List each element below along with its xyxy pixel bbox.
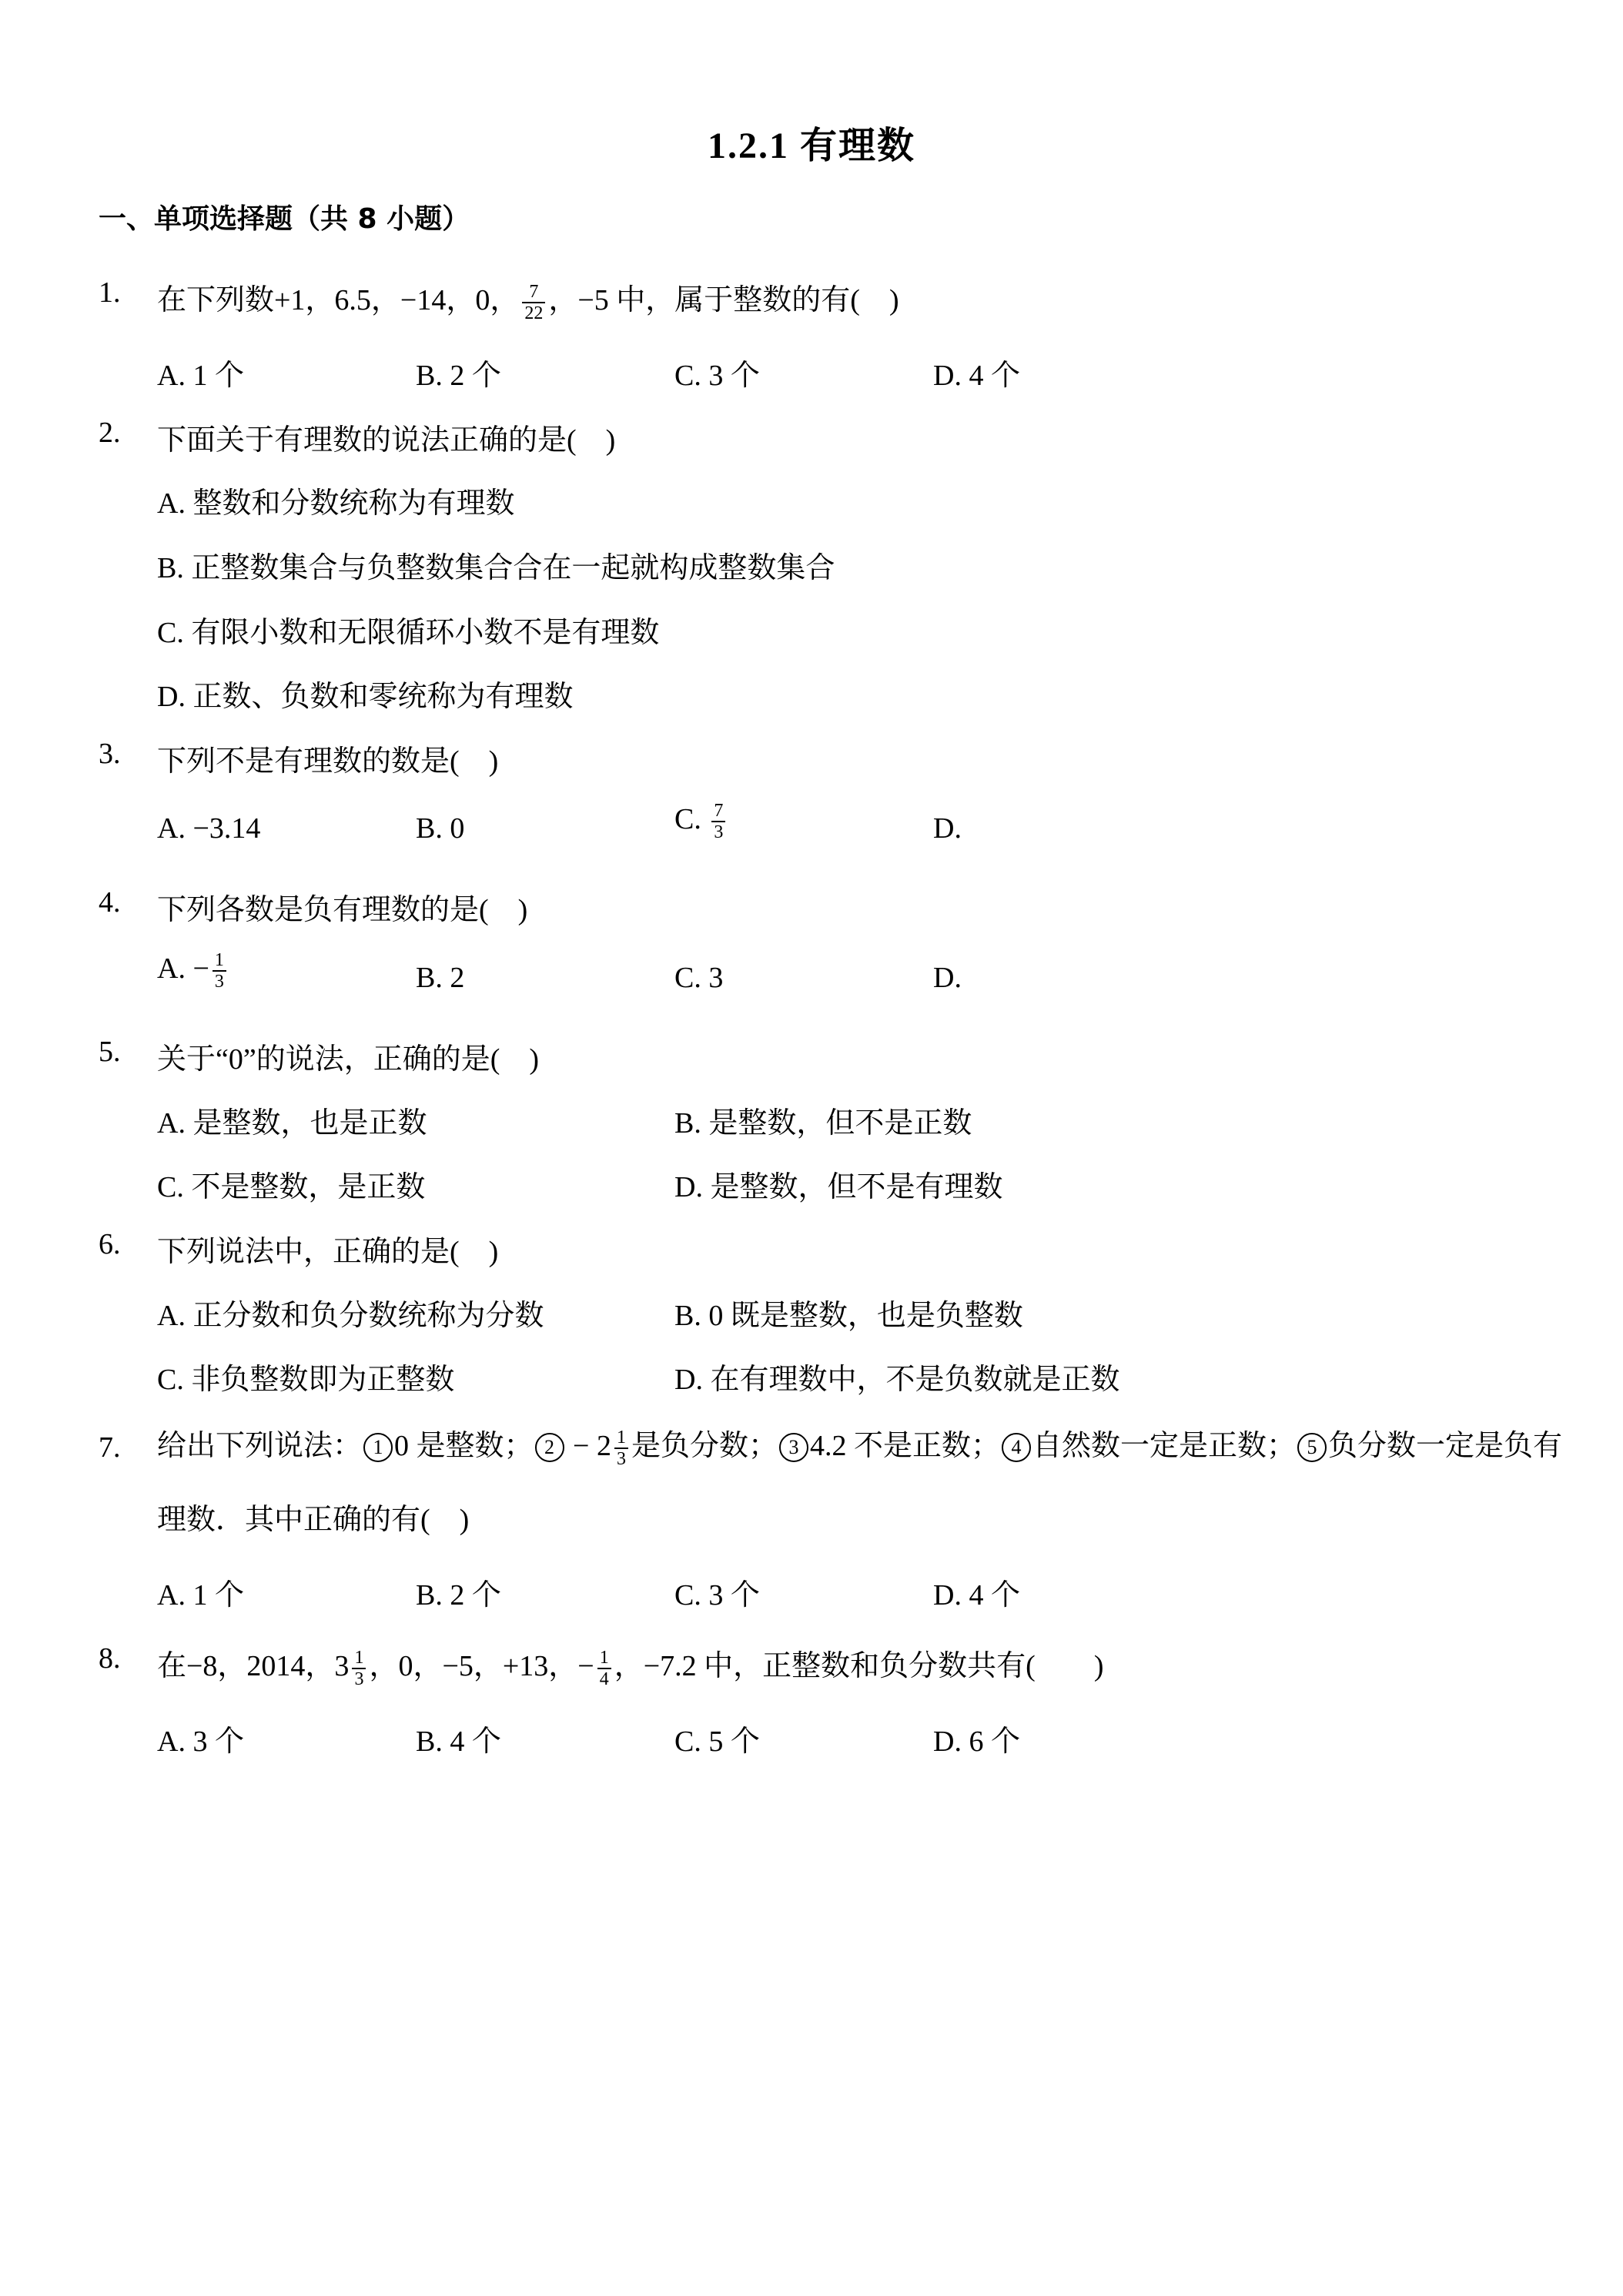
- option-d[interactable]: D. 6 个: [933, 1725, 1020, 1758]
- question-number: 3.: [99, 738, 121, 770]
- section-heading: 一、单项选择题（共 8 小题）: [99, 203, 470, 235]
- page-title: 1.2.1 有理数: [707, 126, 915, 166]
- question-number: 5.: [99, 1036, 121, 1068]
- option-b[interactable]: B. 2: [416, 962, 465, 994]
- option-d[interactable]: D.: [933, 962, 962, 994]
- option-a[interactable]: A. 是整数，也是正数: [157, 1107, 427, 1140]
- question-stem: 下列各数是负有理数的是( ): [157, 894, 528, 926]
- fraction: $\frac{1}{3}$: [614, 1427, 628, 1470]
- option-b[interactable]: B. 是整数，但不是正数: [674, 1107, 972, 1140]
- question-number: 8.: [99, 1642, 121, 1675]
- option-c[interactable]: C. 不是整数，是正数: [157, 1171, 426, 1203]
- option-c[interactable]: C. 3 个: [674, 1579, 760, 1612]
- option-d[interactable]: D. 4 个: [933, 1579, 1020, 1612]
- question-number: 2.: [99, 417, 121, 449]
- question-stem: 给出下列说法： 1 0 是整数； 2 − 2 $\frac{1}{3}$ 是负分数； 3 4.2 不是正数； 4 自然数一定是正数； 5 负分数一定是负有理数．其中正确的有( ): [157, 1427, 1563, 1536]
- option-a[interactable]: A. 整数和分数统称为有理数: [157, 487, 515, 520]
- circled-number: 2: [535, 1433, 564, 1462]
- question-stem: 在下列数+1，6.5，−14，0， $\frac{7}{22}$ ，−5 中，属于整数的有( ): [157, 281, 899, 324]
- circled-number: 4: [1002, 1433, 1031, 1462]
- question-stem: 下面关于有理数的说法正确的是( ): [157, 424, 616, 457]
- option-a[interactable]: A. 1 个: [157, 1579, 244, 1612]
- fraction: $\frac{1}{4}$: [597, 1648, 611, 1690]
- circled-number: 1: [363, 1433, 393, 1462]
- fraction: $\frac{7}{3}$: [711, 801, 725, 843]
- option-b[interactable]: B. 0: [416, 812, 465, 845]
- fraction: $\frac{1}{3}$: [352, 1648, 366, 1690]
- option-d[interactable]: D. 正数、负数和零统称为有理数: [157, 681, 574, 713]
- option-d[interactable]: D. 是整数，但不是有理数: [674, 1171, 1003, 1203]
- option-a[interactable]: A. 3 个: [157, 1725, 244, 1758]
- option-b[interactable]: B. 0 既是整数，也是负整数: [674, 1300, 1023, 1332]
- option-a[interactable]: A. 1 个: [157, 360, 244, 392]
- option-a[interactable]: A. −3.14: [157, 812, 261, 845]
- fraction: $\frac{1}{3}$: [212, 950, 226, 992]
- option-d[interactable]: D. 4 个: [933, 360, 1020, 392]
- option-d[interactable]: D. 在有理数中，不是负数就是正数: [674, 1364, 1120, 1396]
- question-stem: 下列说法中，正确的是( ): [157, 1236, 499, 1268]
- option-c[interactable]: C. 非负整数即为正整数: [157, 1364, 455, 1396]
- option-c[interactable]: C. 有限小数和无限循环小数不是有理数: [157, 617, 660, 649]
- question-stem: 关于“0”的说法，正确的是( ): [157, 1043, 540, 1076]
- option-c[interactable]: C. 3 个: [674, 360, 760, 392]
- option-b[interactable]: B. 正整数集合与负整数集合合在一起就构成整数集合: [157, 552, 835, 584]
- option-b[interactable]: B. 2 个: [416, 1579, 501, 1612]
- option-c[interactable]: C. 5 个: [674, 1725, 760, 1758]
- question-number: 1.: [99, 276, 121, 309]
- option-a[interactable]: A. 正分数和负分数统称为分数: [157, 1300, 544, 1332]
- circled-number: 5: [1297, 1433, 1327, 1462]
- option-b[interactable]: B. 2 个: [416, 360, 501, 392]
- option-b[interactable]: B. 4 个: [416, 1725, 501, 1758]
- question-stem: 下列不是有理数的数是( ): [157, 745, 499, 778]
- question-stem: 在−8，2014，3 $\frac{1}{3}$ ，0，−5，+13，− $\frac{1}{4}$ ，−7.2 中，正整数和负分数共有( ): [157, 1647, 1104, 1690]
- question-number: 4.: [99, 886, 121, 919]
- circled-number: 3: [779, 1433, 808, 1462]
- option-d[interactable]: D.: [933, 812, 962, 845]
- option-c[interactable]: C. 3: [674, 962, 724, 994]
- option-a[interactable]: A. − $\frac{1}{3}$: [157, 950, 229, 992]
- question-number: 6.: [99, 1228, 121, 1260]
- question-number: 7.: [99, 1431, 121, 1464]
- option-c[interactable]: C. $\frac{7}{3}$: [674, 801, 728, 843]
- fraction: $\frac{7}{22}$: [522, 282, 545, 324]
